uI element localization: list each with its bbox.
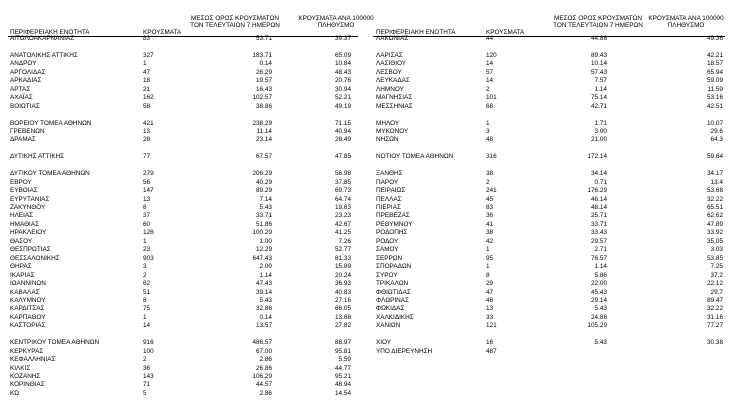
cell-avg: 40.29 [256,178,272,186]
cell-per: 18.57 [707,60,723,68]
cell-avg: 5.43 [594,339,607,347]
cell-name: ΧΑΛΚΙΔΙΚΗΣ [376,313,414,321]
cell-name: ΦΛΩΡΙΝΑΣ [376,296,410,304]
cell-per: 65.09 [335,51,351,59]
cell-cases: 83 [486,204,494,211]
cell-cases: 1 [143,313,147,321]
cell-per: 52.21 [335,94,351,102]
cell-per: 29.7 [710,288,723,296]
cell-cases: 29 [486,280,494,288]
cell-name: ΑΝΑΤΟΛΙΚΗΣ ΑΤΤΙΚΗΣ [10,51,78,59]
cell-cases: 126 [143,229,154,237]
cell-name: ΧΙΟΥ [376,339,392,347]
cell-avg: 183.71 [252,51,272,59]
cell-name: ΕΥΡΥΤΑΝΙΑΣ [10,195,50,203]
cell-per: 13.4 [710,178,723,186]
cell-per: 81.33 [335,254,351,262]
cell-avg: 67.00 [256,347,272,355]
cell-per: 19.63 [335,204,351,211]
cell-cases: 1 [486,263,490,271]
cell-avg: 11.14 [256,127,272,135]
cell-per: 71.15 [335,119,351,127]
cell-per: 15.89 [335,263,351,271]
cell-avg: 206.29 [252,170,272,178]
cell-cases: 14 [486,77,494,85]
cell-cases: 21 [143,85,151,93]
cell-per: 40.83 [335,288,351,296]
cell-avg: 19.57 [256,77,272,85]
cell-per: 36.93 [335,280,351,288]
cell-cases: 18 [143,77,151,85]
cell-name: ΘΗΡΑΣ [10,263,32,271]
cell-avg: 2.86 [259,356,272,364]
cell-avg: 24.86 [591,313,607,321]
cell-per: 32.22 [707,305,723,313]
cell-name: ΜΗΛΟΥ [376,119,400,127]
cell-per: 42.67 [335,220,351,228]
cell-avg: 1.14 [594,85,607,93]
cell-name: ΗΛΕΙΑΣ [10,212,34,220]
cell-cases: 62 [143,280,151,288]
cell-name: ΘΑΣΟΥ [10,237,33,245]
cell-avg: 44.57 [256,381,272,389]
cell-avg: 1.14 [259,271,272,279]
cell-cases: 2 [486,85,490,93]
cell-cases: 421 [143,119,154,127]
cell-cases: 100 [143,347,154,355]
cell-name: ΚΕΡΚΥΡΑΣ [10,347,44,355]
cell-avg: 67.57 [256,153,272,161]
cell-cases: 57 [486,68,494,76]
cell-cases: 2 [143,271,147,279]
cell-per: 41.25 [335,229,351,237]
cell-cases: 13 [486,305,494,313]
cell-avg: 238.29 [252,119,272,127]
cell-cases: 279 [143,170,154,178]
cell-avg: 13.57 [256,322,272,330]
cell-name: ΚΑΛΥΜΝΟΥ [10,296,46,304]
left-header-avg: ΜΕΣΟΣ ΟΡΟΣ ΚΡΟΥΣΜΑΤΩΝ ΤΟΝ ΤΕΛΕΥΤΑΙΩΝ 7 ΗΜΕΡΩΝ [190,15,280,29]
cell-name: ΝΗΣΩΝ [376,136,399,144]
cell-avg: 45.43 [591,288,607,296]
cell-cases: 46 [486,296,494,304]
cell-name: ΡΟΔΟΠΗΣ [376,229,408,237]
cell-avg: 57.43 [591,68,607,76]
cell-avg: 51.86 [256,220,272,228]
cell-per: 31.16 [707,313,723,321]
cell-per: 89.47 [707,296,723,304]
cell-cases: 68 [486,102,494,110]
cell-cases: 36 [143,364,151,372]
cell-per: 14.54 [335,389,351,397]
left-header-cases: ΚΡΟΥΣΜΑΤΑ [143,29,182,36]
cell-per: 66.05 [335,305,351,313]
cell-name: ΚΟΖΑΝΗΣ [10,373,41,380]
cell-name: ΠΕΛΛΑΣ [376,195,402,203]
cell-avg: 7.14 [259,195,272,203]
cell-name: ΖΑΚΥΝΘΟΥ [10,204,46,211]
cell-cases: 241 [486,187,497,195]
cell-name: ΡΕΘΥΜΝΟΥ [376,220,413,228]
cell-avg: 0.71 [594,178,607,186]
cell-name: ΣΥΡΟΥ [376,271,398,279]
cell-name: ΑΙΤΩΛΟΑΚΑΡΝΑΝΙΑΣ [10,35,75,42]
cell-name: ΑΡΓΟΛΙΔΑΣ [10,68,46,76]
cell-name: ΛΑΚΩΝΙΑΣ [376,35,409,42]
cell-name: ΚΑΡΠΑΘΟΥ [10,313,46,321]
cell-per: 10.07 [707,119,723,127]
cell-avg: 26.29 [256,68,272,76]
cell-name: ΑΝΔΡΟΥ [10,60,37,68]
cell-per: 95.21 [335,373,351,380]
cell-cases: 1 [486,246,490,254]
cell-avg: 21.00 [591,136,607,144]
cell-per: 88.97 [335,339,351,347]
cell-cases: 1 [143,60,147,68]
cell-avg: 10.14 [591,60,607,68]
cell-name: ΚΕΦΑΛΛΗΝΙΑΣ [10,356,56,364]
cell-cases: 56 [143,178,151,186]
cell-cases: 162 [143,94,154,102]
cell-cases: 45 [486,195,494,203]
cell-cases: 14 [143,322,151,330]
cell-per: 27.16 [335,296,351,304]
cell-per: 11.59 [707,85,723,93]
cell-cases: 95 [486,254,494,262]
cell-avg: 33.71 [591,220,607,228]
cell-per: 42.21 [707,51,723,59]
cell-per: 28.49 [335,136,351,144]
cell-avg: 33.71 [256,212,272,220]
cell-name: ΜΕΣΣΗΝΙΑΣ [376,102,413,110]
cell-avg: 42.71 [591,102,607,110]
right-header-cases: ΚΡΟΥΣΜΑΤΑ [486,29,525,36]
cell-name: ΚΑΒΑΛΑΣ [10,288,40,296]
cell-per: 23.23 [335,212,351,220]
cell-name: ΔΥΤΙΚΟΥ ΤΟΜΕΑ ΑΘΗΝΩΝ [10,170,90,178]
cell-name: ΛΗΜΝΟΥ [376,85,404,93]
cell-name: ΚΟΡΙΝΘΙΑΣ [10,381,45,389]
cell-avg: 89.43 [591,51,607,59]
cell-avg: 47.43 [256,280,272,288]
cell-per: 39.37 [335,35,351,42]
cell-name: ΠΙΕΡΙΑΣ [376,204,401,211]
cell-avg: 33.43 [591,229,607,237]
cell-cases: 71 [143,381,151,389]
cell-cases: 316 [486,153,497,161]
cell-avg: 105.29 [587,322,607,330]
cell-name: ΚΩ [10,389,20,397]
cell-per: 3.03 [710,246,723,254]
cell-cases: 1 [486,119,490,127]
cell-cases: 101 [486,94,497,102]
cell-per: 48.94 [335,381,351,389]
cell-name: ΠΕΙΡΑΙΩΣ [376,187,406,195]
cell-per: 13.68 [335,313,351,321]
cell-cases: 38 [486,229,494,237]
cell-cases: 916 [143,339,154,347]
cell-cases: 143 [143,373,154,380]
cell-name: ΒΟΙΩΤΙΑΣ [10,102,40,110]
cell-cases: 60 [143,220,151,228]
cell-name: ΑΡΤΑΣ [10,85,31,93]
cell-avg: 2.00 [259,263,272,271]
cell-cases: 23 [143,246,151,254]
cell-per: 5.59 [338,356,351,364]
cell-avg: 1.71 [594,119,607,127]
cell-per: 47.89 [707,220,723,228]
cell-avg: 53.71 [256,35,272,42]
cell-per: 49.19 [335,102,351,110]
cell-cases: 47 [143,68,151,76]
cell-cases: 3 [486,127,490,135]
cell-name: ΠΑΡΟΥ [376,178,399,186]
cell-avg: 647.43 [252,254,272,262]
cell-cases: 903 [143,254,154,262]
cell-name: ΞΑΝΘΗΣ [376,170,403,178]
cell-cases: 48 [486,136,494,144]
cell-avg: 75.14 [591,94,607,102]
cell-name: ΛΑΣΙΘΙΟΥ [376,60,407,68]
cell-avg: 32.86 [256,305,272,313]
cell-per: 59.09 [707,77,723,85]
cell-per: 42.51 [707,102,723,110]
cell-name: ΝΟΤΙΟΥ ΤΟΜΕΑ ΑΘΗΝΩΝ [376,153,454,161]
cell-cases: 51 [143,288,151,296]
right-header-avg: ΜΕΣΟΣ ΟΡΟΣ ΚΡΟΥΣΜΑΤΩΝ ΤΟΝ ΤΕΛΕΥΤΑΙΩΝ 7 ΗΜΕΡΩΝ [553,15,643,29]
cell-name: ΓΡΕΒΕΝΩΝ [10,127,45,135]
cell-per: 95.81 [335,347,351,355]
cell-avg: 0.14 [259,60,272,68]
cell-name: ΔΡΑΜΑΣ [10,136,36,144]
cell-name: ΚΕΝΤΡΙΚΟΥ ΤΟΜΕΑ ΑΘΗΝΩΝ [10,339,100,347]
cell-name: ΘΕΣΣΑΛΟΝΙΚΗΣ [10,254,60,262]
cell-cases: 2 [486,178,490,186]
cell-cases: 3 [143,263,147,271]
cell-name: ΜΑΓΝΗΣΙΑΣ [376,94,413,102]
cell-avg: 25.71 [591,212,607,220]
cell-cases: 38 [486,170,494,178]
cell-per: 65.51 [707,204,723,211]
cell-name: ΣΠΟΡΑΔΩΝ [376,263,412,271]
cell-avg: 7.57 [594,77,607,85]
cell-avg: 3.00 [594,127,607,135]
cell-per: 20.24 [335,271,351,279]
cell-per: 62.62 [707,212,723,220]
cell-name: ΑΡΚΑΔΙΑΣ [10,77,42,85]
cell-name: ΕΥΒΟΙΑΣ [10,187,38,195]
cell-cases: 58 [143,102,151,110]
cell-cases: 14 [486,60,494,68]
cell-per: 20.76 [335,77,351,85]
cell-name: ΥΠΟ ΔΙΕΡΕΥΝΗΣΗ [376,347,433,355]
cell-per: 7.25 [710,263,723,271]
cell-cases: 2 [143,356,147,364]
cell-per: 64.3 [710,136,723,144]
left-header-per100k: ΚΡΟΥΣΜΑΤΑ ΑΝΑ 100000 ΠΛΗΘΥΣΜΟ [298,15,374,29]
cell-per: 48.43 [335,68,351,76]
cell-cases: 37 [143,212,151,220]
cell-per: 33.92 [707,229,723,237]
cell-cases: 44 [486,35,494,42]
cell-cases: 28 [143,136,151,144]
right-header-per100k: ΚΡΟΥΣΜΑΤΑ ΑΝΑ 100000 ΠΛΗΘΥΣΜΟ [648,15,724,29]
cell-name: ΦΘΙΩΤΙΔΑΣ [376,288,411,296]
cell-name: ΛΕΥΚΑΔΑΣ [376,77,410,85]
cell-avg: 176.29 [587,187,607,195]
cell-name: ΙΩΑΝΝΙΝΩΝ [10,280,46,288]
cell-avg: 34.14 [591,170,607,178]
cell-avg: 26.86 [256,364,272,372]
cell-avg: 1.00 [259,237,272,245]
cell-cases: 8 [486,271,490,279]
cell-avg: 102.57 [252,94,272,102]
cell-name: ΙΚΑΡΙΑΣ [10,271,35,279]
cell-name: ΜΥΚΟΝΟΥ [376,127,409,135]
cell-per: 37.85 [335,178,351,186]
cell-per: 22.12 [707,280,723,288]
cell-name: ΛΕΣΒΟΥ [376,68,402,76]
cell-cases: 47 [486,288,494,296]
cell-name: ΗΡΑΚΛΕΙΟΥ [10,229,47,237]
cell-per: 32.22 [707,195,723,203]
cell-per: 30.38 [707,339,723,347]
cell-name: ΣΕΡΡΩΝ [376,254,403,262]
cell-per: 49.36 [707,35,723,42]
cell-cases: 13 [143,127,151,135]
cell-cases: 5 [143,389,147,397]
cell-per: 47.85 [335,153,351,161]
cell-avg: 44.86 [591,35,607,42]
cell-cases: 8 [143,296,147,304]
cell-cases: 77 [143,153,151,161]
cell-cases: 1 [143,237,147,245]
cell-per: 53.68 [707,187,723,195]
cell-per: 35.05 [707,237,723,245]
cell-cases: 8 [143,204,147,211]
cell-avg: 76.57 [591,254,607,262]
cell-per: 37.2 [710,271,723,279]
cell-name: ΒΟΡΕΙΟΥ ΤΟΜΕΑ ΑΘΗΝΩΝ [10,119,92,127]
cell-avg: 172.14 [587,153,607,161]
cell-cases: 147 [143,187,154,195]
cell-name: ΗΜΑΘΙΑΣ [10,220,40,228]
cell-avg: 89.29 [256,187,272,195]
cell-name: ΤΡΙΚΑΛΩΝ [376,280,409,288]
cell-per: 65.94 [707,68,723,76]
cell-name: ΠΡΕΒΕΖΑΣ [376,212,410,220]
cell-name: ΚΑΡΔΙΤΣΑΣ [10,305,45,313]
cell-per: 29.6 [710,127,723,135]
cell-per: 53.85 [707,254,723,262]
cell-name: ΘΕΣΠΡΩΤΙΑΣ [10,246,51,254]
cell-name: ΕΒΡΟΥ [10,178,32,186]
cell-avg: 100.29 [252,229,272,237]
cell-per: 69.73 [335,187,351,195]
cell-per: 40.94 [335,127,351,135]
cell-avg: 22.00 [591,280,607,288]
cell-name: ΑΧΑΪΑΣ [10,94,33,102]
cell-per: 34.17 [707,170,723,178]
cell-name: ΦΩΚΙΔΑΣ [376,305,405,313]
cell-avg: 12.29 [256,246,272,254]
cell-cases: 75 [143,305,151,313]
cell-avg: 48.14 [591,204,607,211]
cell-cases: 16 [486,339,494,347]
cell-cases: 13 [143,195,151,203]
cell-cases: 120 [486,51,497,59]
cell-avg: 486.57 [252,339,272,347]
cell-avg: 0.14 [259,313,272,321]
cell-avg: 5.86 [594,271,607,279]
cell-avg: 5.43 [594,305,607,313]
cell-per: 44.77 [335,364,351,372]
cell-per: 56.98 [335,170,351,178]
cell-avg: 2.86 [259,389,272,397]
cell-cases: 83 [143,35,151,42]
cell-per: 52.77 [335,246,351,254]
cell-avg: 29.14 [591,296,607,304]
cell-per: 64.74 [335,195,351,203]
cell-avg: 2.71 [594,246,607,254]
cell-per: 30.94 [335,85,351,93]
cell-cases: 487 [486,347,497,355]
cell-name: ΧΑΝΙΩΝ [376,322,401,330]
cell-avg: 1.14 [594,263,607,271]
left-header-region: ΠΕΡΙΦΕΡΕΙΑΚΗ ΕΝΟΤΗΤΑ [10,29,90,36]
cell-avg: 106.29 [252,373,272,380]
cell-avg: 46.14 [591,195,607,203]
cell-name: ΛΑΡΙΣΑΣ [376,51,403,59]
cell-cases: 36 [486,212,494,220]
cell-per: 27.82 [335,322,351,330]
cell-per: 53.16 [707,94,723,102]
cell-per: 10.84 [335,60,351,68]
cell-name: ΣΑΜΟΥ [376,246,399,254]
right-header-region: ΠΕΡΙΦΕΡΕΙΑΚΗ ΕΝΟΤΗΤΑ [376,29,456,36]
cell-avg: 39.14 [256,288,272,296]
cell-cases: 121 [486,322,497,330]
cell-per: 7.26 [338,237,351,245]
cell-per: 77.27 [707,322,723,330]
cell-per: 59.64 [707,153,723,161]
cell-avg: 29.57 [591,237,607,245]
cell-avg: 5.43 [259,204,272,211]
cell-avg: 23.14 [256,136,272,144]
cell-name: ΚΑΣΤΟΡΙΑΣ [10,322,46,330]
cell-name: ΚΙΛΚΙΣ [10,364,31,372]
cell-cases: 33 [486,313,494,321]
cell-cases: 327 [143,51,154,59]
cell-cases: 41 [486,220,494,228]
cell-avg: 16.43 [256,85,272,93]
cell-name: ΔΥΤΙΚΗΣ ΑΤΤΙΚΗΣ [10,153,65,161]
cell-cases: 42 [486,237,494,245]
cell-name: ΡΟΔΟΥ [376,237,399,245]
cell-avg: 38.86 [256,102,272,110]
cell-avg: 5.43 [259,296,272,304]
